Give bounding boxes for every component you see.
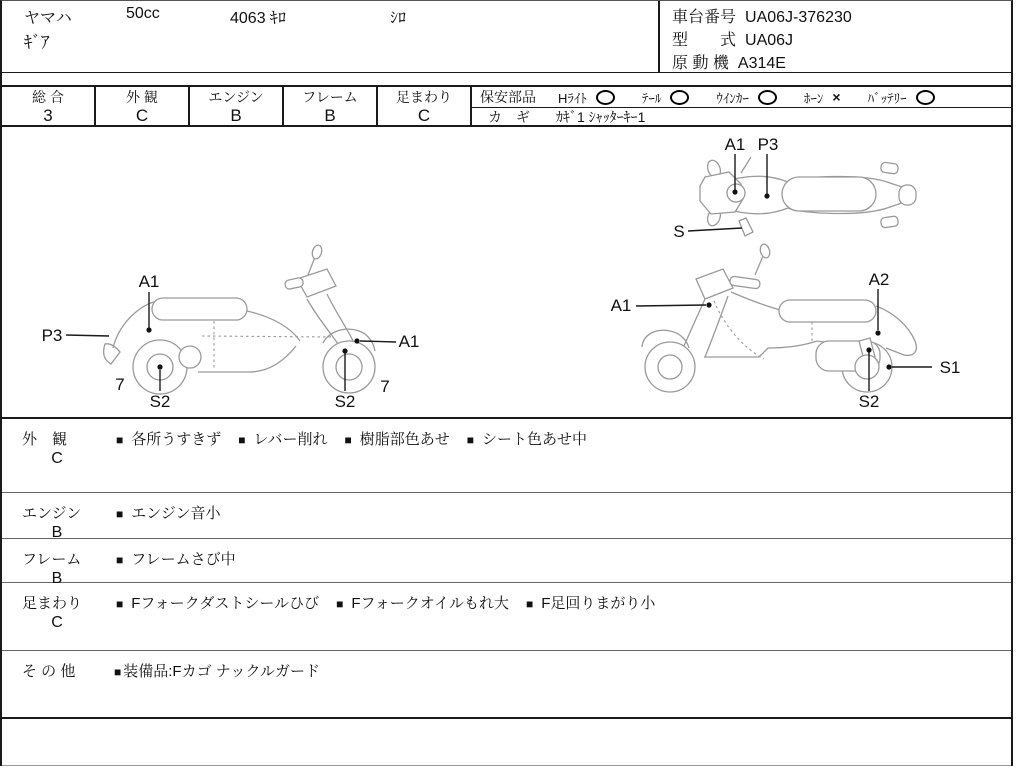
engine-label: 原 動 機 xyxy=(672,55,729,72)
front-wheel xyxy=(645,342,695,392)
comment-text: エンジン音小 xyxy=(131,505,221,522)
rating-cell-frame xyxy=(284,87,378,125)
safety-item-battery xyxy=(868,88,935,107)
section-grade: C xyxy=(51,614,63,631)
seat-top-view xyxy=(782,177,876,211)
comment-item xyxy=(238,428,327,449)
label-p3: P3 xyxy=(41,326,63,345)
label-s2: S2 xyxy=(858,392,880,411)
comment-item xyxy=(114,660,320,681)
rating-label: エンジン xyxy=(208,89,264,105)
comment-items xyxy=(114,660,337,681)
label-s1: S1 xyxy=(939,358,961,377)
comment-text: 樹脂部色あせ xyxy=(359,431,450,448)
status-mark xyxy=(758,90,777,105)
rating-cell-exterior xyxy=(96,87,190,125)
label-s-top: S xyxy=(673,222,685,241)
label-a2: A2 xyxy=(868,270,890,289)
maker-name: ヤマハ xyxy=(24,10,72,27)
comment-row-engine xyxy=(2,493,1011,539)
comment-item xyxy=(344,428,449,449)
safety-parts-label: 保安部品 xyxy=(480,89,536,105)
displacement: 50cc xyxy=(126,5,160,22)
rating-grade: B xyxy=(230,106,242,125)
rating-grade: B xyxy=(324,106,336,125)
safety-item-headlight xyxy=(558,88,615,107)
bullet-icon: ■ xyxy=(238,433,246,447)
safety-item-name: ﾃｰﾙ xyxy=(641,90,662,106)
mirror xyxy=(311,244,323,260)
type-label: 型 式 xyxy=(672,32,737,49)
bullet-icon: ■ xyxy=(116,597,124,611)
comment-row-other xyxy=(2,651,1011,719)
type-row xyxy=(672,27,793,50)
section-grade: B xyxy=(51,524,63,541)
rear-fender xyxy=(104,344,120,364)
rating-label: 総 合 xyxy=(32,89,64,105)
section-label: そ の 他 xyxy=(22,663,76,680)
header xyxy=(2,1,1011,73)
comment-item xyxy=(336,592,509,613)
key-row xyxy=(472,108,1011,125)
safety-item-horn xyxy=(804,88,841,107)
section-label: エンジン xyxy=(22,505,82,522)
comment-text: 各所うすきず xyxy=(131,431,222,448)
comment-row-exterior xyxy=(2,419,1011,493)
comments-section xyxy=(2,419,1011,766)
comment-items xyxy=(116,592,672,613)
status-mark xyxy=(670,90,689,105)
key-value: ｶｷﾞ1 ｼｬｯﾀｰｷｰ1 xyxy=(556,108,646,125)
safety-parts-cell xyxy=(472,87,1011,125)
scooter-top-view xyxy=(673,135,916,241)
rating-label: 外 観 xyxy=(126,89,158,105)
label-p3-top: P3 xyxy=(757,135,779,154)
comment-row-undercarriage xyxy=(2,583,1011,651)
safety-item-tail xyxy=(642,88,690,107)
seat xyxy=(779,300,876,322)
engine-row xyxy=(672,50,786,73)
label-s2-rear: S2 xyxy=(149,392,171,411)
damage-diagram-box xyxy=(2,127,1011,419)
rating-grade: C xyxy=(135,106,149,125)
comment-item xyxy=(467,428,587,449)
label-a1-front: A1 xyxy=(398,332,420,351)
rating-cell-undercarriage xyxy=(378,87,472,125)
label-a1: A1 xyxy=(610,296,632,315)
safety-item-name: ﾊﾞｯﾃﾘｰ xyxy=(867,90,907,106)
bullet-icon: ■ xyxy=(344,433,352,447)
comment-text: レバー削れ xyxy=(253,431,328,448)
section-grade: B xyxy=(51,570,63,587)
bullet-icon: ■ xyxy=(116,553,124,567)
key-label: カ ギ xyxy=(488,108,530,125)
scooter-diagrams xyxy=(2,129,1011,417)
comment-items xyxy=(116,548,253,569)
comment-items xyxy=(116,502,238,523)
bullet-icon: ■ xyxy=(116,433,124,447)
comment-text: 装備品:Fカゴ ナックルガード xyxy=(123,663,320,680)
model-name: ｷﾞｱ xyxy=(24,33,50,52)
status-mark: × xyxy=(832,89,841,105)
comment-text: Fフォークオイルもれ大 xyxy=(351,595,509,612)
comment-item xyxy=(116,592,319,613)
safety-item-name: ﾎｰﾝ xyxy=(803,90,824,106)
chassis-number-value: UA06J-376230 xyxy=(745,9,852,26)
status-mark xyxy=(596,90,615,105)
rating-grade: 3 xyxy=(43,106,53,125)
safety-item-name: Hﾗｲﾄ xyxy=(558,90,587,106)
rating-grade: C xyxy=(417,106,431,125)
bullet-icon: ■ xyxy=(526,597,534,611)
label-7-front: 7 xyxy=(380,377,390,396)
comment-text: F足回りまがり小 xyxy=(541,595,656,612)
rating-cell-engine xyxy=(190,87,284,125)
comment-text: Fフォークダストシールひび xyxy=(131,595,320,612)
scooter-left-side-view xyxy=(42,244,420,411)
section-label: 外 観 xyxy=(22,431,68,448)
seat xyxy=(152,298,247,320)
comment-text: フレームさび中 xyxy=(131,551,236,568)
section-grade: C xyxy=(51,450,63,467)
chassis-info-box xyxy=(658,1,1011,72)
handlebar xyxy=(696,269,733,299)
label-a1-rear: A1 xyxy=(138,272,160,291)
safety-parts-row xyxy=(472,87,1011,108)
rating-table xyxy=(2,85,1011,127)
body-color: ｼﾛ xyxy=(390,10,407,27)
bullet-icon: ■ xyxy=(116,507,124,521)
lever-top-view xyxy=(739,218,753,236)
safety-item-winker xyxy=(716,88,777,107)
section-label: 足まわり xyxy=(22,595,83,612)
front-wheel xyxy=(323,341,375,393)
comment-item xyxy=(116,548,236,569)
type-value: UA06J xyxy=(745,32,794,49)
comment-item xyxy=(116,428,221,449)
chassis-number-row xyxy=(672,4,852,27)
comment-item xyxy=(116,502,221,523)
engine-value: A314E xyxy=(737,55,786,72)
bullet-icon: ■ xyxy=(114,665,122,679)
comment-item xyxy=(526,592,655,613)
blank-row xyxy=(2,719,1011,766)
rating-label: フレーム xyxy=(302,89,358,105)
chassis-number-label: 車台番号 xyxy=(672,9,737,26)
label-7-rear: 7 xyxy=(115,375,125,394)
comment-items xyxy=(116,428,604,449)
bullet-icon: ■ xyxy=(466,433,474,447)
mirror xyxy=(759,243,771,259)
scooter-right-side-view xyxy=(611,243,961,411)
bullet-icon: ■ xyxy=(336,597,344,611)
label-s2-front: S2 xyxy=(334,392,356,411)
comment-text: シート色あせ中 xyxy=(481,431,587,448)
safety-item-name: ｳｲﾝｶｰ xyxy=(716,90,749,106)
rating-label: 足まわり xyxy=(396,89,452,105)
status-mark xyxy=(916,90,935,105)
section-label: フレーム xyxy=(22,551,82,568)
label-a1-top: A1 xyxy=(724,135,746,154)
mileage: 4063 ｷﾛ xyxy=(230,10,287,27)
rating-cell-overall xyxy=(2,87,96,125)
comment-row-frame xyxy=(2,539,1011,587)
